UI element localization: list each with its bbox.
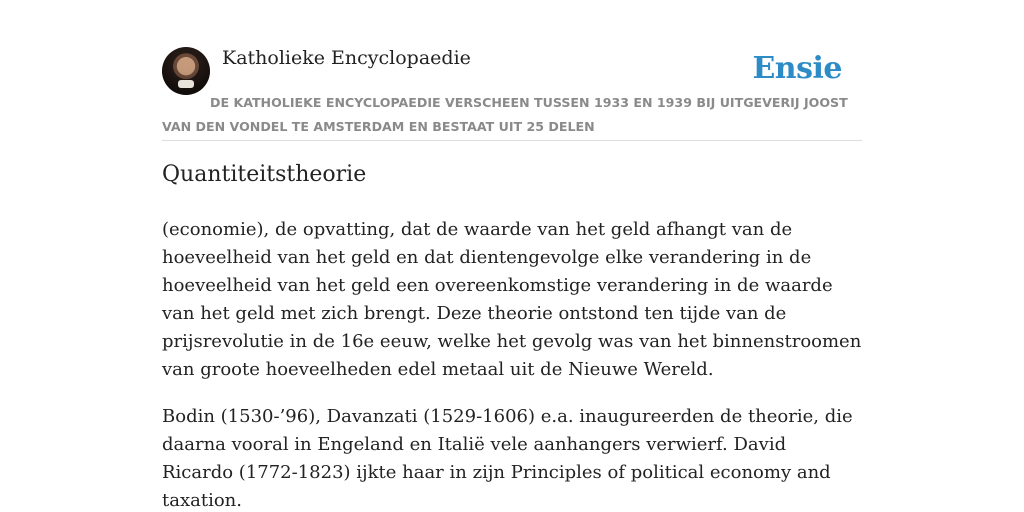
ensie-logo-link[interactable]: Ensie xyxy=(752,51,842,86)
avatar-collar xyxy=(178,80,194,88)
encyclopedia-avatar[interactable] xyxy=(162,47,210,95)
article-content xyxy=(162,216,862,512)
article-paragraph-2: Bodin (1530-’96), Davanzati (1529-1606) e.a. inaugureerden de theorie, die daarna vooral in Engeland en Italië vele aanhangers verwierf. David Ricardo (1772-1823) ijkte haar in zijn Principles of political economy and taxation. xyxy=(162,406,853,511)
site-name-link[interactable]: Katholieke Encyclopaedie xyxy=(222,47,471,69)
site-header xyxy=(162,46,862,141)
article-paragraph-1: (economie), de opvatting, dat de waarde van het geld afhangt van de hoeveelheid van het geld en dat dientengevolge elke verandering in de hoeveelheid van het geld een overeenkomstige verandering in de waarde van het geld met zich brengt. Deze theorie ontstond ten tijde van de prijsrevolutie in de 16e eeuw, welke het gevolg was van het binnenstroomen van groote hoeveelheden edel metaal uit de Nieuwe Wereld. xyxy=(162,219,862,380)
article-title: Quantiteitstheorie xyxy=(162,162,367,187)
encyclopedia-description: DE KATHOLIEKE ENCYCLOPAEDIE VERSCHEEN TUSSEN 1933 EN 1939 BIJ UITGEVERIJ JOOST VAN DEN VONDEL TE AMSTERDAM EN BESTAAT UIT 25 DELEN xyxy=(162,95,848,134)
